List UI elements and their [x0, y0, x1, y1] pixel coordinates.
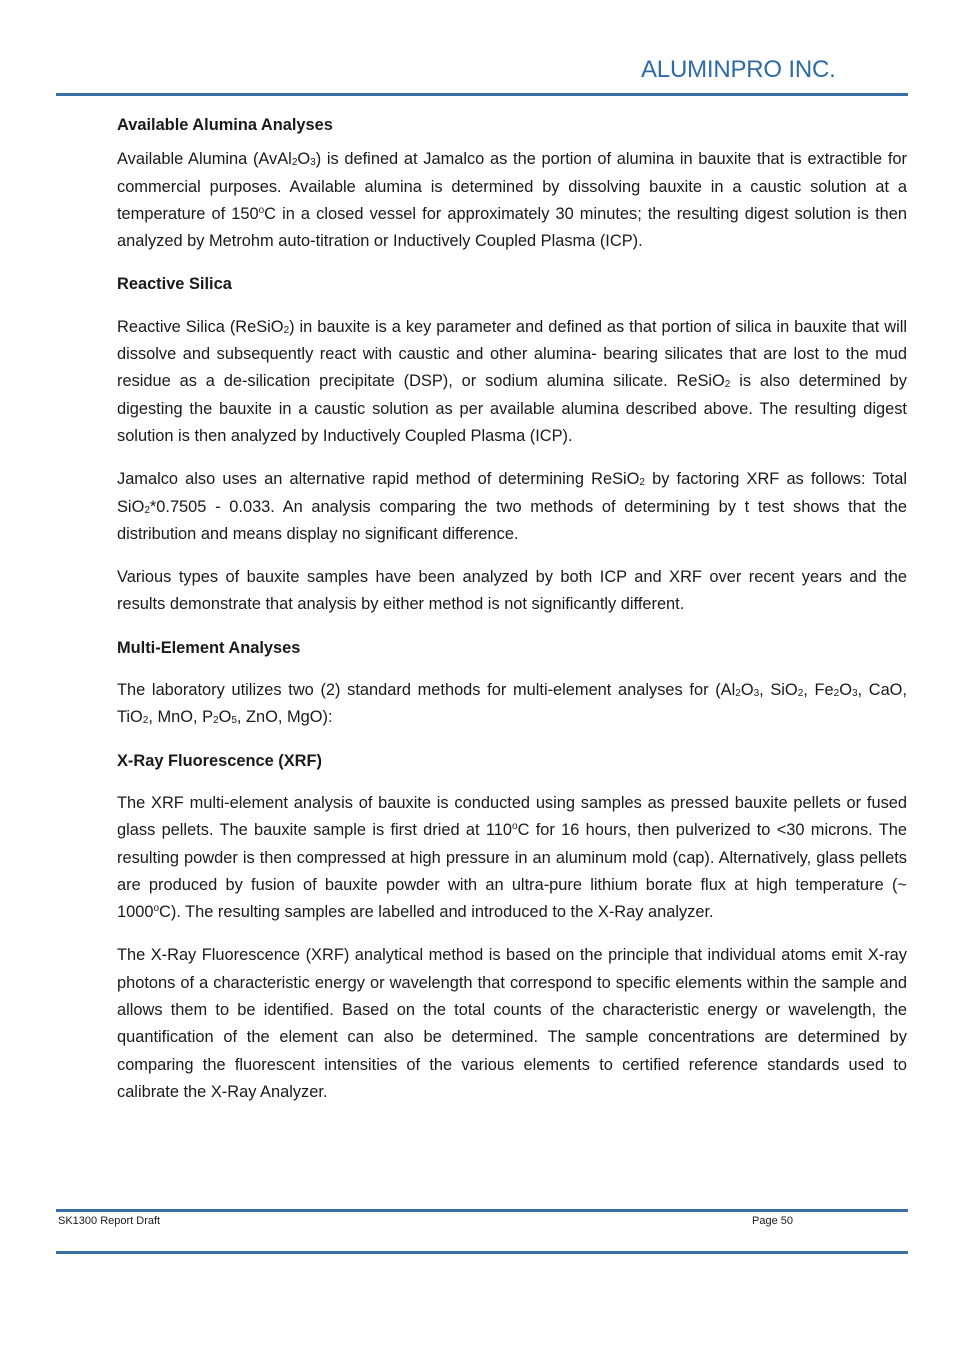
paragraph-reactive-silica-2: Jamalco also uses an alternative rapid method of determining ReSiO$_2$ by factoring XRF as follows: Total SiO$_2$*0.7505 - 0.033. An analysis comparing the two methods of determining by t test shows that the distribution and means display no significant difference.	[117, 470, 907, 543]
header-rule	[56, 93, 908, 96]
company-name: ALUMINPRO INC.	[641, 56, 836, 83]
heading-available-alumina: Available Alumina Analyses	[117, 116, 333, 134]
paragraph-xrf-2: The X-Ray Fluorescence (XRF) analytical method is based on the principle that individual atoms emit X-ray photons of a characteristic energy or wavelength that correspond to specific elements within the sample and allows them to be identified. Based on the total counts of the characteristic energy or wavelength, the quantification of the element can also be determined. The sample concentrations are determined by comparing the fluorescent intensities of the various elements to certified reference standards used to calibrate the X-Ray Analyzer.	[117, 946, 907, 1101]
footer-page-number: Page 50	[752, 1215, 793, 1227]
footer-rule-bottom	[56, 1251, 908, 1254]
footer-rule-top	[56, 1209, 908, 1212]
heading-multi-element: Multi-Element Analyses	[117, 638, 301, 657]
heading-xrf: X-Ray Fluorescence (XRF)	[117, 751, 322, 770]
footer-report-title: SK1300 Report Draft	[58, 1215, 161, 1227]
paragraph-reactive-silica-3: Various types of bauxite samples have been analyzed by both ICP and XRF over recent years and the results demonstrate that analysis by either method is not significantly different.	[117, 568, 907, 614]
heading-reactive-silica: Reactive Silica	[117, 275, 232, 294]
paragraph-multi-element: The laboratory utilizes two (2) standard methods for multi-element analyses for ($Al_2O_3$, SiO$_2$, $Fe_2O_3$, CaO, TiO$_2$, MnO, $P_2O_5$, ZnO, MgO):	[117, 681, 907, 727]
paragraph-available-alumina: Available Alumina $(AvAl_2O_3)$ is defined at Jamalco as the portion of alumina in bauxite that is extractible for commercial purposes. Available alumina is determined by dissolving bauxite in a caustic solution at a temperature of 150$^o$C in a closed vessel for approximately 30 minutes; the resulting digest solution is then analyzed by Metrohm auto-titration or Inductively Coupled Plasma (ICP).	[117, 150, 907, 251]
paragraph-reactive-silica-1: Reactive Silica (ReSiO$_2$) in bauxite is a key parameter and defined as that portion of silica in bauxite that will dissolve and subsequently react with caustic and other alumina- bearing silicates that are lost to the mud residue as a de-silication precipitate (DSP), or sodium alumina silicate. ReSiO$_2$ is also determined by digesting the bauxite in a caustic solution as per available alumina described above. The resulting digest solution is then analyzed by Inductively Coupled Plasma (ICP).	[117, 317, 908, 445]
document-body	[117, 112, 907, 1122]
paragraph-xrf-1: The XRF multi-element analysis of bauxite is conducted using samples as pressed bauxite pellets or fused glass pellets. The bauxite sample is first dried at 110$^o$C for 16 hours, then pulverized to <30 microns. The resulting powder is then compressed at high pressure in an aluminum mold (cap). Alternatively, glass pellets are produced by fusion of bauxite powder with an ultra-pure lithium borate flux at high temperature (~ 1000$^o$C). The resulting samples are labelled and introduced to the X-Ray analyzer.	[117, 793, 907, 922]
